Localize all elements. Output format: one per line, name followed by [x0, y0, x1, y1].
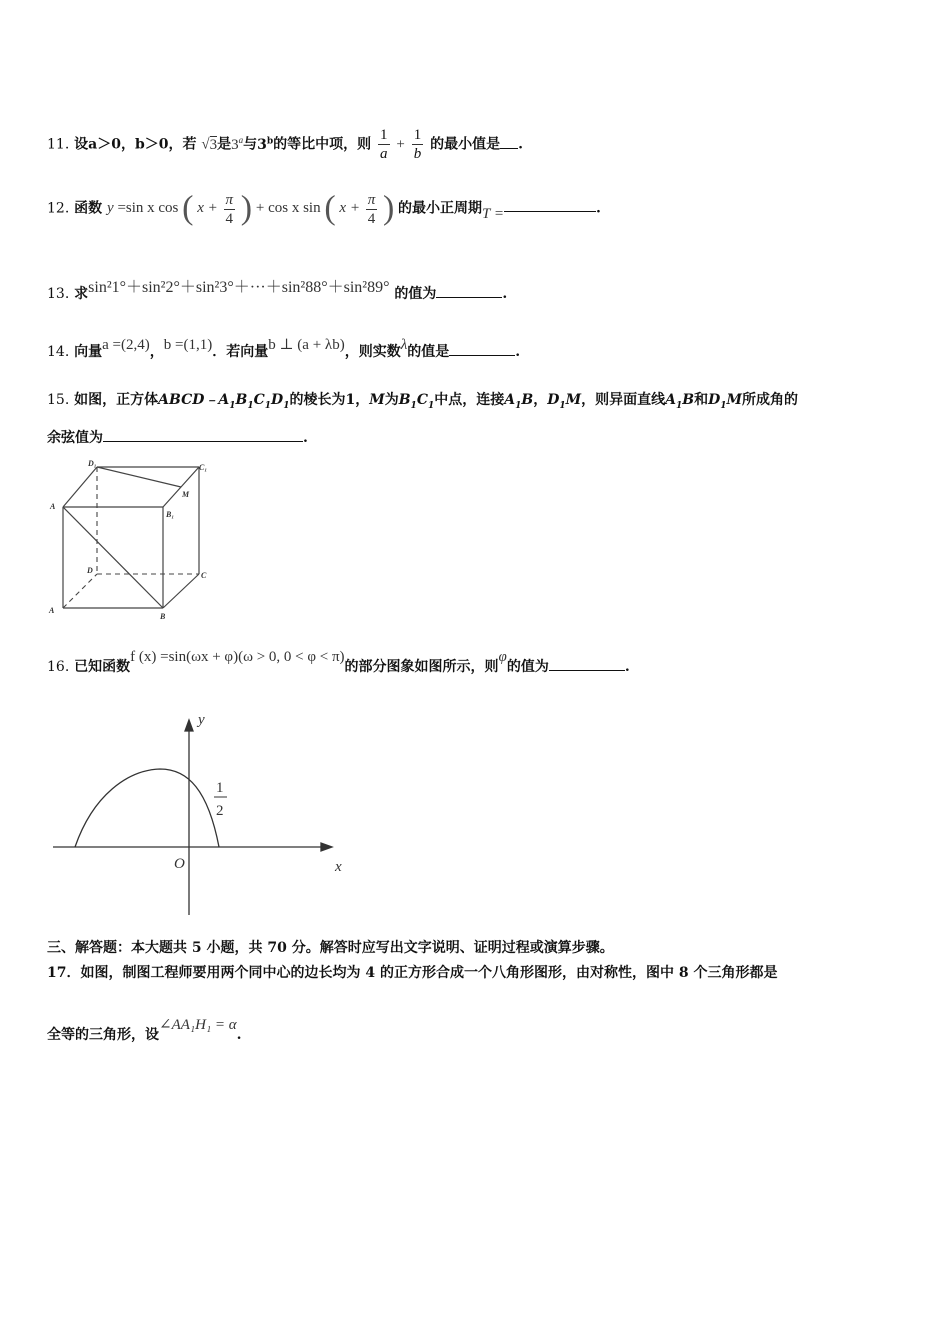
q11-sqrt3: √3 [201, 136, 218, 153]
q11-condition: a＞0，b＞0 [88, 136, 169, 153]
label-c1: C₁ [199, 463, 208, 472]
q15-cube-name: ABCD﹣A [158, 392, 230, 408]
q12-text-2: 的最小正周期 [398, 200, 483, 217]
q11-plus: + [396, 136, 405, 153]
question-12 [47, 190, 601, 228]
q13-text: 求 [74, 286, 89, 302]
q12-frac-pi4-1 [224, 191, 236, 228]
label-b: B [160, 612, 166, 621]
q11-frac-1a [378, 126, 390, 163]
question-15: 15. 如图，正方体$ABCD﹣A_1B_1C_1D_1$的棱长为1，M为$B_1C_1$中点，连接$A_1B$，$D_1M$，则异面直线$A_1B$和$D_1M$所成角的 [47, 392, 799, 411]
function-graph [48, 705, 358, 920]
q15-text-3: ， [355, 392, 370, 408]
x-axis-label: x [335, 859, 342, 875]
q16-end: . [624, 659, 630, 675]
q12-lparen-1: ( [182, 190, 194, 227]
q12-pi-2: π [367, 191, 376, 208]
q16-number: 16. [47, 659, 70, 675]
q16-function: f (x) =sin(ωx + φ)(ω > 0, 0 < φ < π) [130, 649, 345, 665]
label-d1: D₁ [88, 459, 97, 468]
question-11 [47, 126, 523, 163]
q12-text: 函数 [74, 200, 103, 217]
q15-segment: B [398, 392, 411, 408]
q11-text-3: 是 [217, 136, 232, 153]
q11-text-4: 与 [243, 136, 258, 153]
q11-pow-a-base: 3 [231, 136, 239, 153]
q12-formula [107, 190, 398, 227]
q15-line2-end: . [303, 430, 308, 446]
question-15-line2 [47, 427, 308, 447]
q11-end: . [518, 136, 523, 153]
q11-pow-b-exp: b [266, 135, 274, 146]
q12-rparen-2: ) [382, 190, 395, 227]
q11-text: 设 [74, 136, 89, 153]
sine-curve [75, 769, 219, 847]
q12-lparen-2: ( [324, 190, 336, 227]
q15-edge-length: 1 [345, 392, 356, 408]
q16-text-2: 的部分图象如图所示，则 [344, 659, 499, 675]
question-17-line2 [47, 1017, 242, 1044]
q12-eq-part2: + cos x sin [255, 200, 321, 217]
half-num: 1 [216, 780, 224, 796]
q14-text-4: 的值是 [407, 344, 450, 360]
q11-pow-b-base: 3 [257, 136, 267, 153]
q15-line2-text: 余弦值为 [47, 430, 103, 446]
q11-pow-b [257, 137, 273, 153]
q14-comma: ， [149, 344, 164, 360]
q14-end: . [515, 344, 521, 360]
q15-text: 如图，正方体 [74, 392, 159, 408]
q11-frac1-num: 1 [380, 127, 388, 143]
q13-number: 13. [47, 286, 70, 302]
q12-four-1: 4 [225, 210, 234, 227]
cube-figure [44, 455, 224, 625]
q13-answer-blank[interactable] [436, 285, 502, 298]
q11-text-5: 的等比中项，则 [273, 136, 372, 153]
q12-rparen-1: ) [240, 190, 253, 227]
q12-T: T = [482, 206, 504, 223]
q12-eq-part1: =sin x cos [117, 200, 179, 217]
q11-frac2-den: b [413, 146, 422, 162]
y-axis-label: y [198, 712, 205, 728]
q13-expression: sin²1°＋sin²2°＋sin²3°＋···＋sin²88°＋sin²89° [88, 279, 390, 296]
q17-angle: ∠AA₁H₁ = α [159, 1017, 237, 1033]
label-a: A [49, 606, 55, 615]
q15-text-4: 为 [384, 392, 399, 408]
q14-vector-b: b =(1,1) [163, 337, 213, 353]
q11-text-2: ，若 [168, 136, 197, 153]
question-16 [47, 649, 630, 676]
q15-answer-blank[interactable] [103, 429, 303, 442]
q12-four-2: 4 [367, 210, 376, 227]
x-axis-arrow [321, 843, 332, 851]
q17-end: . [236, 1027, 242, 1043]
q11-pow-a-exp: a [238, 134, 244, 145]
q14-text-2: ．若向量 [212, 344, 269, 360]
q11-frac-1b [412, 126, 424, 163]
question-14 [47, 337, 521, 361]
q13-end: . [502, 286, 508, 302]
q16-text: 已知函数 [74, 659, 131, 675]
label-b1: B₁ [166, 510, 175, 519]
q12-x-plus-2: x + [339, 200, 360, 217]
q15-text-5: 中点，连接 [434, 392, 505, 408]
q15-sub: 1 [229, 400, 236, 411]
edge-b-c [163, 574, 199, 608]
q15-M: M [369, 392, 385, 408]
q12-pi-1: π [225, 191, 234, 208]
q17-text: 全等的三角形，设 [47, 1027, 159, 1043]
section-3-header: 三、解答题：本大题共 5 小题，共 70 分。解答时应写出文字说明、证明过程或演算步骤。 [47, 940, 614, 956]
label-c: C [201, 571, 207, 580]
q14-perpendicular: b ⊥ (a + λb) [268, 337, 345, 353]
y-axis-arrow [185, 720, 193, 731]
q12-answer-blank[interactable] [504, 199, 596, 212]
q12-x-plus-1: x + [197, 200, 218, 217]
q13-text-2: 的值为 [394, 286, 437, 302]
question-13 [47, 280, 507, 303]
q16-text-3: 的值为 [506, 659, 549, 675]
q14-text: 向量 [74, 344, 103, 360]
q11-frac2-num: 1 [413, 127, 422, 143]
q11-answer-blank[interactable] [500, 136, 518, 149]
label-a1: A [50, 502, 56, 511]
half-label [214, 780, 227, 819]
q12-y: y [107, 200, 114, 217]
q12-frac-pi4-2 [366, 191, 378, 228]
origin-label: O [174, 856, 185, 872]
q11-text-6: 的最小值是 [430, 136, 501, 153]
q14-number: 14. [47, 344, 70, 360]
q12-number: 12. [47, 200, 70, 217]
q14-vector-a: a =(2,4) [102, 337, 150, 353]
label-m: M [182, 490, 190, 499]
q15-text-6: 所成角的 [742, 392, 799, 408]
question-17-line1: 17．如图，制图工程师要用两个同中心的边长均为 4 的正方形合成一个八角形图形，由对称性，图中 8 个三角形都是 [47, 965, 778, 981]
hidden-edge-a-d [63, 574, 97, 608]
q16-phi: φ [498, 649, 507, 665]
half-den: 2 [216, 803, 224, 819]
q15-text-2: 的棱长为 [289, 392, 346, 408]
q12-end: . [595, 200, 601, 217]
q14-text-3: ，则实数 [344, 344, 401, 360]
q11-number: 11. [47, 136, 70, 153]
edge-a1-d1 [63, 467, 97, 507]
q16-answer-blank[interactable] [549, 658, 625, 671]
q11-sqrt3-value: 3 [209, 136, 218, 153]
q14-answer-blank[interactable] [449, 343, 515, 356]
q14-lambda: λ [400, 337, 408, 353]
q15-number: 15. [47, 392, 70, 408]
q11-pow-a [231, 134, 244, 153]
segment-d1-m [97, 467, 181, 487]
label-d: D [87, 566, 93, 575]
q11-frac1-den: a [380, 146, 388, 162]
